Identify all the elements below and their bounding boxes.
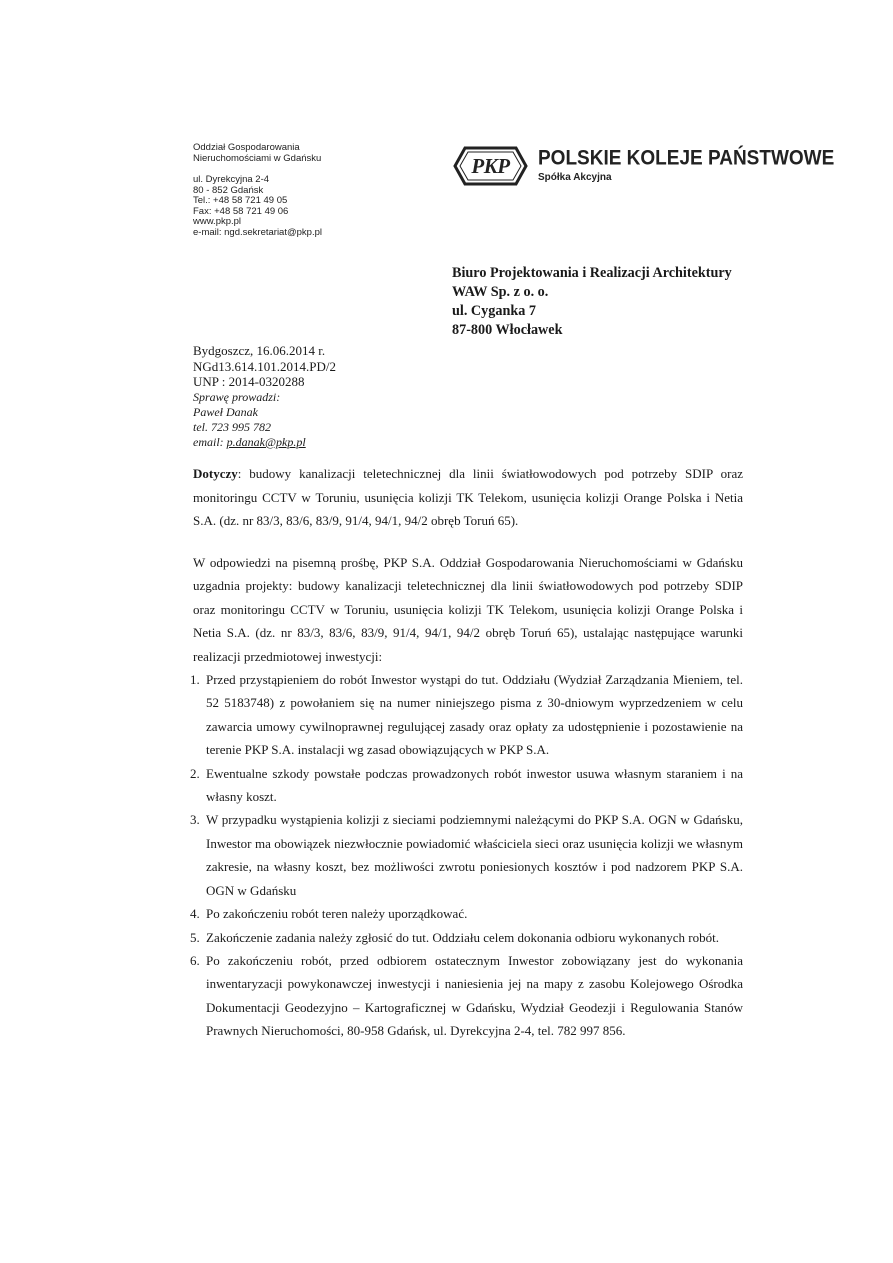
list-item-text: Po zakończeniu robót teren należy uporządkować. [206, 906, 468, 922]
list-item-text: W przypadku wystąpienia kolizji z sieciami podziemnymi należącymi do PKP S.A. OGN w Gdańsku, Inwestor ma obowiązek niezwłocznie powiadomić właściciela sieci oraz usunięcia kolizji we własnym zakresie, na własny koszt, bez możliwości zwrotu poniesionych kosztów i pod nadzorem PKP S.A. OGN w Gdańsku [206, 812, 743, 898]
reference-number: NGd13.614.101.2014.PD/2 [193, 358, 337, 374]
sender-address-line1: ul. Dyrekcyjna 2-4 [193, 174, 270, 185]
sender-contact [193, 175, 322, 238]
letter-body [190, 551, 743, 1043]
list-item [190, 902, 743, 925]
sender-fax: Fax: +48 58 721 49 06 [193, 205, 289, 217]
list-item [190, 926, 743, 949]
handler-email-row [193, 435, 336, 450]
list-item-number: 6. [190, 952, 200, 968]
recipient-line3: ul. Cyganka 7 [452, 303, 536, 319]
handler-name: Paweł Danak [193, 404, 258, 419]
conditions-list [190, 668, 743, 1043]
recipient-line4: 87-800 Włocławek [452, 322, 563, 338]
body-intro: W odpowiedzi na pisemną prośbę, PKP S.A. Oddział Gospodarowania Nieruchomościami w Gdańsku uzgadnia projekty: budowy kanalizacji teletechnicznej dla linii światłowodowych pod potrzeby SDIP oraz monitoringu CCTV w Toruniu, usunięcia kolizji TK Telekom, usunięcia kolizji Orange Polska i Netia S.A. (dz. nr 83/3, 83/6, 83/9, 91/4, 94/1, 94/2 obręb Toruń 65), ustalając następujące warunki realizacji przedmiotowej inwestycji: [193, 555, 743, 664]
list-item [190, 668, 743, 762]
list-item-text: Przed przystąpieniem do robót Inwestor wystąpi do tut. Oddziału (Wydział Zarządzania Mieniem, tel. 52 5183748) z powołaniem się na numer niniejszego pisma z 30-dniowym wyprzedzeniem w celu zawarcia umowy cywilnoprawnej regulującej zasady oraz opłaty za udostępnienie i pozostawienie na terenie PKP S.A. instalacji wg zasad obowiązujących w PKP S.A. [206, 672, 743, 758]
subject-label: Dotyczy [193, 466, 238, 481]
list-item-text: Ewentualne szkody powstałe podczas prowadzonych robót inwestor usuwa własnym staraniem i na własny koszt. [206, 765, 743, 805]
list-item-number: 5. [190, 929, 200, 945]
place-date: Bydgoszcz, 16.06.2014 r. [193, 343, 326, 358]
pkp-logo [453, 146, 834, 186]
pkp-logo-mark-text: PKP [471, 153, 510, 178]
handled-by-label: Sprawę prowadzi: [193, 389, 281, 404]
subject-text: : budowy kanalizacji teletechnicznej dla linii światłowodowych pod potrzeby SDIP oraz monitoringu CCTV w Toruniu, usunięcia kolizji TK Telekom, usunięcia kolizji Orange Polska i Netia S.A. (dz. nr 83/3, 83/6, 83/9, 91/4, 94/1, 94/2 obręb Toruń 65). [193, 466, 743, 528]
recipient-address [452, 264, 732, 340]
sender-address-line2: 80 - 852 Gdańsk [193, 184, 264, 196]
list-item [190, 949, 743, 1043]
list-item-number: 1. [190, 672, 200, 688]
pkp-logo-text [538, 146, 835, 183]
list-item-number: 3. [190, 812, 200, 828]
sender-www: www.pkp.pl [193, 216, 242, 227]
sender-block [193, 143, 322, 238]
letter-meta [193, 343, 336, 450]
sender-dept-line1: Oddział Gospodarowania [193, 142, 300, 153]
list-item-number: 2. [190, 765, 200, 781]
list-item-text: Po zakończeniu robót, przed odbiorem ostatecznym Inwestor zobowiązany jest do wykonania inwentaryzacji powykonawczej inwestycji i naniesienia jej na mapy z zasobu Kolejowego Ośrodka Dokumentacji Geodezyjno – Kartograficznej w Gdańsku, Wydział Geodezji i Regulowania Stanów Prawnych Nieruchomości, 80-958 Gdańsk, ul. Dyrekcyjna 2-4, tel. 782 997 856. [206, 952, 743, 1039]
recipient-line1: Biuro Projektowania i Realizacji Architektury [452, 265, 732, 281]
handler-email-link[interactable]: p.danak@pkp.pl [226, 434, 306, 449]
pkp-logo-mark [453, 146, 528, 186]
sender-tel: Tel.: +48 58 721 49 05 [193, 195, 288, 206]
sender-email: e-mail: ngd.sekretariat@pkp.pl [193, 226, 322, 238]
pkp-company-subtitle: Spółka Akcyjna [538, 172, 612, 183]
handler-email-label: email: [193, 434, 227, 449]
sender-department [193, 143, 322, 164]
list-item-text: Zakończenie zadania należy zgłosić do tut. Oddziału celem dokonania odbioru wykonanych robót. [206, 929, 719, 945]
subject-paragraph [193, 462, 743, 533]
list-item-number: 4. [190, 906, 200, 922]
recipient-line2: WAW Sp. z o. o. [452, 284, 549, 300]
list-item [190, 808, 743, 902]
handler-tel: tel. 723 995 782 [193, 419, 271, 434]
list-item [190, 762, 743, 809]
pkp-company-name: POLSKIE KOLEJE PAŃSTWOWE [538, 146, 835, 170]
sender-dept-line2: Nieruchomościami w Gdańsku [193, 152, 322, 164]
unp-number: UNP : 2014-0320288 [193, 374, 305, 390]
